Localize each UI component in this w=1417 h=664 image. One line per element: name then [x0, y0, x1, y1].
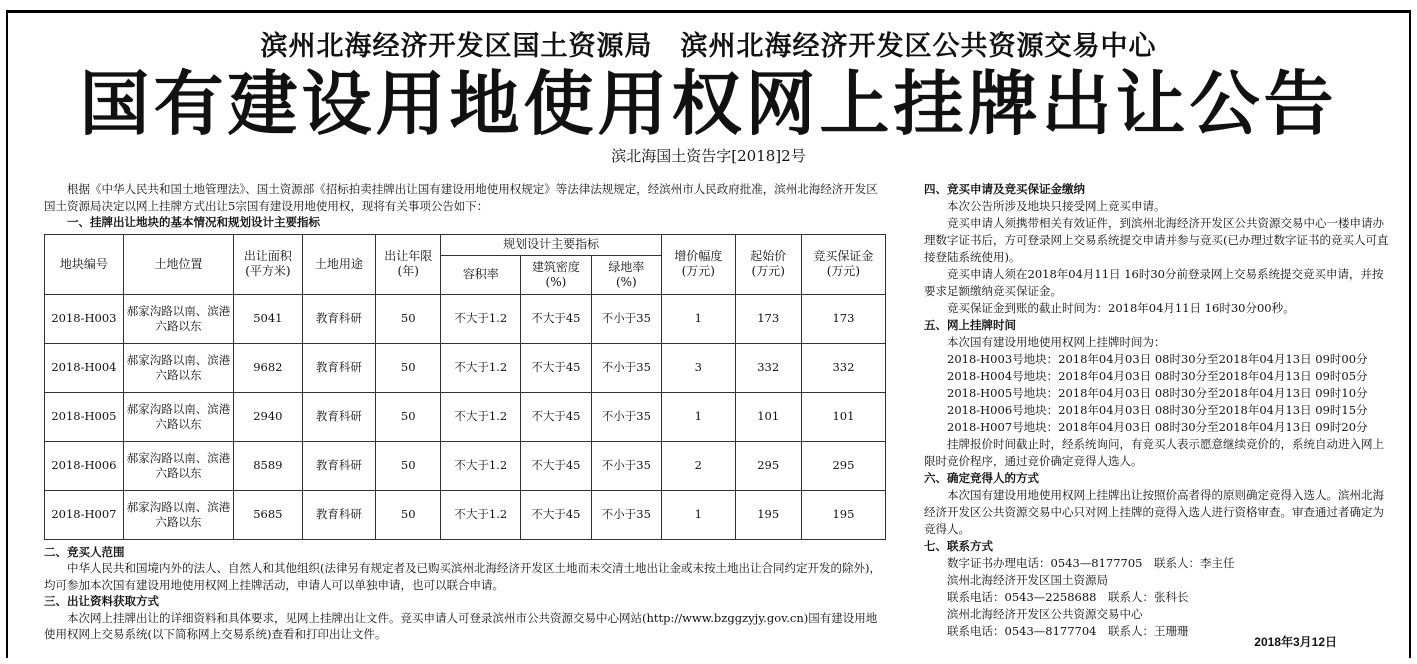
right-column	[924, 181, 1394, 640]
top-border	[6, 10, 1411, 13]
header-area: 出让面积 (平方米)	[234, 234, 302, 294]
cell-increment: 3	[662, 343, 736, 392]
announcement-date: 2018年3月12日	[1254, 635, 1337, 649]
cell-area: 5685	[234, 490, 302, 539]
section-3-text: 本次网上挂牌出让的详细资料和具体要求，见网上挂牌出让文件。竞买申请人可登录滨州市公共资源交易中心网站(http://www.bzggzyjy.gov.cn)国有建设用地使用权网上交易系统(以下简称网上交易系统)查看和打印出让文件。	[44, 610, 878, 641]
header-far: 容积率	[441, 255, 521, 294]
cell-start-price: 295	[735, 441, 801, 490]
cell-parcel-no: 2018-H007	[45, 490, 124, 539]
issuing-organizations: 滨州北海经济开发区国土资源局 滨州北海经济开发区公共资源交易中心	[260, 31, 1157, 62]
cell-parcel-no: 2018-H004	[45, 343, 124, 392]
cell-deposit: 173	[801, 294, 885, 343]
cell-deposit: 101	[801, 392, 885, 441]
table-row	[45, 294, 886, 343]
contact-line: 滨州北海经济开发区公共资源交易中心	[947, 607, 1143, 621]
announcement-title: 国有建设用地使用权网上挂牌出让公告	[79, 63, 1338, 145]
cell-start-price: 101	[735, 392, 801, 441]
cell-use: 教育科研	[302, 343, 376, 392]
cell-deposit: 295	[801, 441, 885, 490]
cell-increment: 1	[662, 294, 736, 343]
cell-use: 教育科研	[302, 392, 376, 441]
header-parcel-no: 地块编号	[45, 234, 124, 294]
section-5-intro: 本次国有建设用地使用权网上挂牌时间为：	[947, 335, 1166, 349]
header-green: 绿地率 (%)	[591, 255, 661, 294]
cell-start-price: 173	[735, 294, 801, 343]
schedule-line: 2018-H007号地块：2018年04月03日 08时30分至2018年04月13日 09时20分	[947, 420, 1368, 434]
cell-term: 50	[376, 294, 441, 343]
section-1-heading: 一、挂牌出让地块的基本情况和规划设计主要指标	[67, 215, 320, 229]
header-location: 土地位置	[123, 234, 233, 294]
contact-line: 联系电话：0543—2258688 联系人：张科长	[947, 590, 1189, 604]
section-5-heading: 五、网上挂牌时间	[924, 318, 1016, 332]
schedule-line: 2018-H006号地块：2018年04月03日 08时30分至2018年04月13日 09时15分	[947, 403, 1368, 417]
cell-increment: 1	[662, 392, 736, 441]
table-row	[45, 392, 886, 441]
table-row	[45, 343, 886, 392]
header-deposit: 竞买保证金 (万元)	[801, 234, 885, 294]
cell-term: 50	[376, 343, 441, 392]
table-row	[45, 490, 886, 539]
cell-term: 50	[376, 441, 441, 490]
cell-density: 不大于45	[521, 490, 591, 539]
cell-green: 不小于35	[591, 294, 661, 343]
cell-area: 2940	[234, 392, 302, 441]
section-4-para: 本次公告所涉及地块只接受网上竞买申请。	[947, 199, 1166, 213]
cell-far: 不大于1.2	[441, 294, 521, 343]
cell-density: 不大于45	[521, 294, 591, 343]
cell-location: 郝家沟路以南、滨港六路以东	[123, 343, 233, 392]
table-row	[45, 441, 886, 490]
intro-paragraph: 根据《中华人民共和国土地管理法》、国土资源部《招标拍卖挂牌出让国有建设用地使用权规定》等法律法规规定，经滨州市人民政府批准，滨州北海经济开发区国土资源局决定以网上挂牌方式出让5宗国有建设用地使用权，现将有关事项公告如下：	[44, 182, 878, 213]
cell-use: 教育科研	[302, 441, 376, 490]
section-4-para: 竞买申请人须在2018年04月11日 16时30分前登录网上交易系统提交竞买申请，并按要求足额缴纳竞买保证金。	[924, 267, 1384, 298]
header-planning: 规划设计主要指标	[441, 234, 662, 255]
contact-line: 联系电话：0543—8177704 联系人：王珊珊	[947, 624, 1189, 638]
cell-start-price: 332	[735, 343, 801, 392]
document-number: 滨北海国土资告字[2018]2号	[611, 147, 806, 165]
cell-increment: 1	[662, 490, 736, 539]
cell-location: 郝家沟路以南、滨港六路以东	[123, 490, 233, 539]
cell-green: 不小于35	[591, 392, 661, 441]
cell-green: 不小于35	[591, 490, 661, 539]
schedule-line: 2018-H005号地块：2018年04月03日 08时30分至2018年04月13日 09时10分	[947, 386, 1368, 400]
schedule-line: 2018-H003号地块：2018年04月03日 08时30分至2018年04月13日 09时00分	[947, 352, 1368, 366]
cell-increment: 2	[662, 441, 736, 490]
cell-parcel-no: 2018-H005	[45, 392, 124, 441]
cell-far: 不大于1.2	[441, 441, 521, 490]
contact-line: 滨州北海经济开发区国土资源局	[947, 573, 1108, 587]
header-increment: 增价幅度 (万元)	[662, 234, 736, 294]
cell-location: 郝家沟路以南、滨港六路以东	[123, 294, 233, 343]
header-density: 建筑密度 (%)	[521, 255, 591, 294]
cell-area: 9682	[234, 343, 302, 392]
section-6-text: 本次国有建设用地使用权网上挂牌出让按照价高者得的原则确定竞得入选人。滨州北海经济开发区公共资源交易中心只对网上挂牌的竞得入选人进行资格审查。审查通过者确定为竞得人。	[924, 488, 1384, 536]
cell-far: 不大于1.2	[441, 343, 521, 392]
parcel-table	[44, 234, 886, 540]
cell-area: 8589	[234, 441, 302, 490]
cell-deposit: 332	[801, 343, 885, 392]
left-column	[44, 181, 886, 643]
header-start-price: 起始价 (万元)	[735, 234, 801, 294]
cell-deposit: 195	[801, 490, 885, 539]
cell-density: 不大于45	[521, 343, 591, 392]
section-5-note: 挂牌报价时间截止时，经系统询问，有竞买人表示愿意继续竞价的，系统自动进入网上限时竞价程序，通过竞价确定竞得人选人。	[924, 437, 1384, 468]
cell-parcel-no: 2018-H006	[45, 441, 124, 490]
section-3-heading: 三、出让资料获取方式	[44, 594, 159, 608]
header-term: 出让年限 (年)	[376, 234, 441, 294]
cell-use: 教育科研	[302, 490, 376, 539]
cell-start-price: 195	[735, 490, 801, 539]
cell-parcel-no: 2018-H003	[45, 294, 124, 343]
section-4-para: 竞买保证金到账的截止时间为：2018年04月11日 16时30分00秒。	[947, 301, 1295, 315]
section-4-heading: 四、竞买申请及竞买保证金缴纳	[924, 182, 1085, 196]
section-2-heading: 二、竞买人范围	[44, 544, 125, 559]
cell-location: 郝家沟路以南、滨港六路以东	[123, 392, 233, 441]
cell-area: 5041	[234, 294, 302, 343]
contact-line: 数字证书办理电话：0543—8177705 联系人：李主任	[947, 556, 1235, 570]
section-4-para: 竞买申请人须携带相关有效证件，到滨州北海经济开发区公共资源交易中心一楼申请办理数字证书后，方可登录网上交易系统提交申请并参与竞买(已办理过数字证书的竞买人可直接登陆系统使用)。	[924, 216, 1389, 264]
cell-term: 50	[376, 392, 441, 441]
section-7-heading: 七、联系方式	[924, 539, 993, 553]
cell-location: 郝家沟路以南、滨港六路以东	[123, 441, 233, 490]
parcel-table-body	[45, 294, 886, 539]
cell-green: 不小于35	[591, 343, 661, 392]
section-2-text: 中华人民共和国境内外的法人、自然人和其他组织(法律另有规定者及已购买滨州北海经济开发区土地而未交清土地出让金或未按土地出让合同约定开发的除外)，均可参加本次国有建设用地使用权网上挂牌活动，申请人可以单独申请，也可以联合申请。	[44, 561, 881, 592]
section-6-heading: 六、确定竞得人的方式	[924, 471, 1039, 485]
cell-use: 教育科研	[302, 294, 376, 343]
cell-density: 不大于45	[521, 392, 591, 441]
cell-far: 不大于1.2	[441, 490, 521, 539]
cell-green: 不小于35	[591, 441, 661, 490]
cell-density: 不大于45	[521, 441, 591, 490]
header-use: 土地用途	[302, 234, 376, 294]
cell-far: 不大于1.2	[441, 392, 521, 441]
schedule-line: 2018-H004号地块：2018年04月03日 08时30分至2018年04月13日 09时05分	[947, 369, 1368, 383]
cell-term: 50	[376, 490, 441, 539]
